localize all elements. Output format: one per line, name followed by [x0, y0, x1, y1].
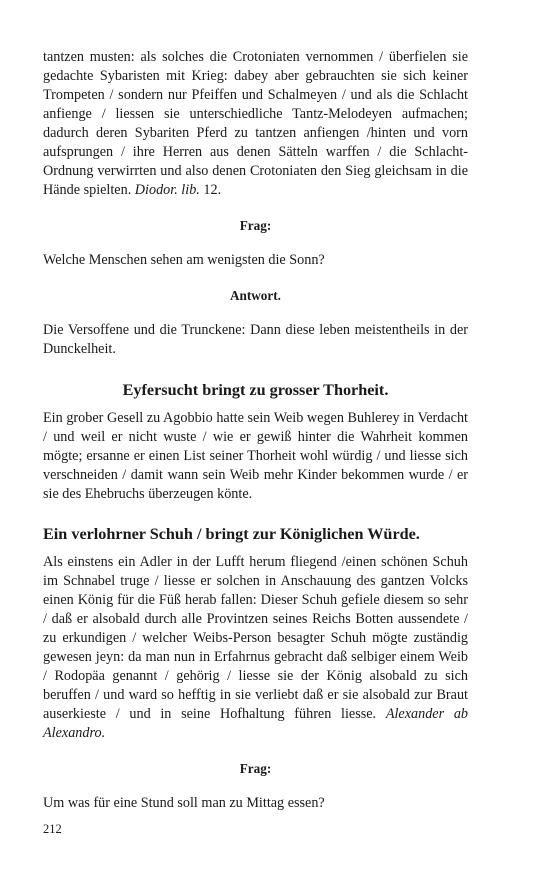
paragraph-jealousy: Ein grober Gesell zu Agobbio hatte sein Weib wegen Buhlerey in Verdacht / und weil er nicht wuste / wie er gewiß hinter die Wahrheit kommen mögte; ersanne er einen List seiner Thorheit wohl würdig / und liesse sich verschneiden / damit wann sein Weib mehr Kinder bekommen wurde / er sie des Ehebruchs überzeugen könte. [43, 410, 468, 502]
question-text: Um was für eine Stund soll man zu Mittag essen? [43, 795, 325, 811]
page-body [43, 48, 468, 813]
answer-label: Antwort. [230, 288, 281, 303]
paragraph-text: tantzen musten: als solches die Crotoniaten vernommen / überfielen sie gedachte Sybaristen mit Krieg: dabey aber gebrauchten sie sich keiner Trompeten / sondern nur Pfeiffen und Schalmeyen / und als die Schlacht anfienge / liessen sie unterschiedliche Tantz-Melodeyen aufmachen; dadurch deren Sybariten Pferd zu tantzen anfiengen /hinten und vorn aufsprungen / ihre Herren aus denen Sätteln warffen / die Schlacht-Ordnung verwirrten und also denen Crotoniaten den Sieg gleichsam in die Hände spielten. [43, 49, 468, 198]
section-heading-shoe: Ein verlohrner Schuh / bringt zur Königlichen Würde. [43, 525, 420, 543]
citation: Alexander ab Alexandro. [43, 706, 469, 741]
citation: Diodor. lib. [134, 182, 200, 198]
citation-number: 12. [203, 182, 222, 198]
paragraph-sybarites [43, 48, 468, 200]
page-number: 212 [43, 822, 62, 836]
question-label: Frag: [239, 761, 272, 776]
paragraph-text: Als einstens ein Adler in der Lufft herum fliegend /einen schönen Schuh im Schnabel truge / liesse er solchen in Anschauung des gantzen Volcks einen König für die Füß herab fallen: Dieser Schuh gefiele diesem so sehr / daß er alsobald durch alle Provintzen seines Reichs Botten aussendete / zu erkundigen / welcher Weibs-Person besagter Schuh mögte zuständig gewesen jeyn: da man nun in Erfahrnus gebracht daß selbiger einem Weib / Rodopäa genannt / gehörig / liesse sie der König alsobald zu sich beruffen / und ward so hefftig in sie verliebt daß er sie alsobald zur Braut auserkieste / und in seine Hofhaltung führen liesse. [43, 554, 468, 722]
paragraph-shoe [43, 553, 468, 743]
question-text: Welche Menschen sehen am wenigsten die Sonn? [43, 252, 325, 268]
answer-text: Die Versoffene und die Trunckene: Dann diese leben meistentheils in der Dunckelheit. [43, 322, 468, 357]
section-heading-jealousy: Eyfersucht bringt zu grosser Thorheit. [122, 381, 389, 399]
question-label: Frag: [239, 218, 272, 233]
